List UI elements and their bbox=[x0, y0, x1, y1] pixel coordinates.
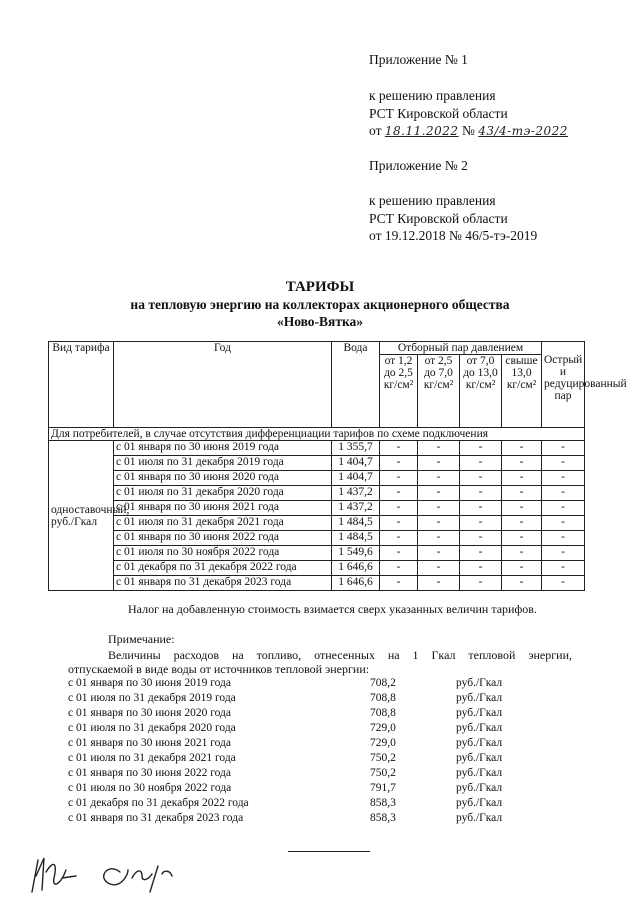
water-cell: 1 437,2 bbox=[332, 501, 380, 516]
steam1-cell: - bbox=[380, 546, 418, 561]
steam4-cell: - bbox=[502, 531, 542, 546]
steam1-cell: - bbox=[380, 561, 418, 576]
fuel-unit: руб./Гкал bbox=[456, 677, 503, 689]
fuel-unit: руб./Гкал bbox=[456, 707, 503, 719]
fuel-row bbox=[68, 737, 528, 751]
steam2-cell: - bbox=[418, 576, 460, 591]
period-cell: с 01 января по 30 июня 2020 года bbox=[114, 471, 332, 486]
fuel-unit: руб./Гкал bbox=[456, 812, 503, 824]
fuel-period: с 01 января по 30 июня 2021 года bbox=[68, 737, 231, 749]
steam1-cell: - bbox=[380, 441, 418, 456]
steam4-cell: - bbox=[502, 501, 542, 516]
col-water-header: Вода bbox=[332, 342, 380, 428]
fuel-value: 791,7 bbox=[370, 782, 396, 794]
water-cell: 1 646,6 bbox=[332, 561, 380, 576]
steam4-cell: - bbox=[502, 516, 542, 531]
steam2-cell: - bbox=[418, 441, 460, 456]
steam1-cell: - bbox=[380, 516, 418, 531]
sharp-steam-cell: - bbox=[542, 486, 585, 501]
steam3-cell: - bbox=[460, 441, 502, 456]
signature bbox=[24, 848, 204, 898]
table-row bbox=[49, 441, 585, 456]
steam2-cell: - bbox=[418, 561, 460, 576]
water-cell: 1 404,7 bbox=[332, 471, 380, 486]
steam3-cell: - bbox=[460, 516, 502, 531]
heading-line2: на тепловую энергию на коллекторах акционерного общества bbox=[130, 297, 510, 312]
handwritten-date: 18.11.2022 bbox=[384, 124, 459, 138]
fuel-value: 729,0 bbox=[370, 737, 396, 749]
steam-col-4: свыше 13,0 кг/см² bbox=[502, 355, 542, 428]
fuel-row bbox=[68, 752, 528, 766]
water-cell: 1 404,7 bbox=[332, 456, 380, 471]
sharp-steam-cell: - bbox=[542, 471, 585, 486]
fuel-value: 750,2 bbox=[370, 752, 396, 764]
col-steam-header: Отборный пар давлением bbox=[380, 342, 542, 355]
fuel-period: с 01 января по 30 июня 2020 года bbox=[68, 707, 231, 719]
col-year-header: Год bbox=[114, 342, 332, 428]
appendix2-line3: от 19.12.2018 № 46/5-тэ-2019 bbox=[369, 228, 538, 243]
fuel-value: 708,8 bbox=[370, 707, 396, 719]
period-cell: с 01 июля по 30 ноября 2022 года bbox=[114, 546, 332, 561]
section-row: Для потребителей, в случае отсутствия дифференциации тарифов по схеме подключения bbox=[49, 428, 585, 441]
fuel-value: 729,0 bbox=[370, 722, 396, 734]
steam1-cell: - bbox=[380, 471, 418, 486]
note-line2: отпускаемой в виде воды от источников тепловой энергии: bbox=[68, 662, 370, 676]
appendix2-line1: к решению правления bbox=[369, 193, 496, 208]
water-cell: 1 437,2 bbox=[332, 486, 380, 501]
period-cell: с 01 января по 30 июня 2022 года bbox=[114, 531, 332, 546]
steam4-cell: - bbox=[502, 576, 542, 591]
sharp-steam-cell: - bbox=[542, 501, 585, 516]
steam4-cell: - bbox=[502, 561, 542, 576]
col-type-header: Вид тарифа bbox=[49, 342, 114, 428]
steam2-cell: - bbox=[418, 486, 460, 501]
sharp-steam-cell: - bbox=[542, 576, 585, 591]
vat-note: Налог на добавленную стоимость взимается сверх указанных величин тарифов. bbox=[128, 602, 537, 616]
fuel-period: с 01 июля по 31 декабря 2019 года bbox=[68, 692, 236, 704]
fuel-period: с 01 декабря по 31 декабря 2022 года bbox=[68, 797, 249, 809]
fuel-row bbox=[68, 707, 528, 721]
steam3-cell: - bbox=[460, 456, 502, 471]
fuel-row bbox=[68, 782, 528, 796]
heading-line3: «Ново-Вятка» bbox=[276, 314, 364, 329]
note-title: Примечание: bbox=[108, 632, 175, 646]
steam4-cell: - bbox=[502, 546, 542, 561]
fuel-row bbox=[68, 692, 528, 706]
steam3-cell: - bbox=[460, 471, 502, 486]
steam2-cell: - bbox=[418, 516, 460, 531]
steam3-cell: - bbox=[460, 561, 502, 576]
handwritten-number: 43/4-тэ-2022 bbox=[478, 124, 568, 138]
steam4-cell: - bbox=[502, 456, 542, 471]
table-row bbox=[49, 531, 585, 546]
appendix1-date-line bbox=[369, 123, 568, 139]
steam1-cell: - bbox=[380, 501, 418, 516]
sharp-steam-cell: - bbox=[542, 516, 585, 531]
steam1-cell: - bbox=[380, 531, 418, 546]
fuel-unit: руб./Гкал bbox=[456, 797, 503, 809]
period-cell: с 01 января по 31 декабря 2023 года bbox=[114, 576, 332, 591]
sharp-steam-cell: - bbox=[542, 561, 585, 576]
table-row bbox=[49, 546, 585, 561]
period-cell: с 01 июля по 31 декабря 2019 года bbox=[114, 456, 332, 471]
fuel-row bbox=[68, 797, 528, 811]
page-title: ТАРИФЫ bbox=[285, 279, 355, 295]
sharp-steam-cell: - bbox=[542, 441, 585, 456]
steam3-cell: - bbox=[460, 531, 502, 546]
water-cell: 1 646,6 bbox=[332, 576, 380, 591]
fuel-unit: руб./Гкал bbox=[456, 692, 503, 704]
steam1-cell: - bbox=[380, 456, 418, 471]
fuel-value: 858,3 bbox=[370, 797, 396, 809]
fuel-value: 708,8 bbox=[370, 692, 396, 704]
water-cell: 1 484,5 bbox=[332, 531, 380, 546]
fuel-period: с 01 января по 30 июня 2019 года bbox=[68, 677, 231, 689]
steam-col-1: от 1,2 до 2,5 кг/см² bbox=[380, 355, 418, 428]
fuel-period: с 01 июля по 31 декабря 2020 года bbox=[68, 722, 236, 734]
fuel-period: с 01 июля по 30 ноября 2022 года bbox=[68, 782, 232, 794]
appendix1-line1: к решению правления bbox=[369, 88, 496, 103]
fuel-period: с 01 января по 30 июня 2022 года bbox=[68, 767, 231, 779]
sharp-steam-cell: - bbox=[542, 531, 585, 546]
appendix2-line2: РСТ Кировской области bbox=[369, 211, 508, 226]
steam2-cell: - bbox=[418, 471, 460, 486]
fuel-value: 708,2 bbox=[370, 677, 396, 689]
fuel-row bbox=[68, 677, 528, 691]
table-row bbox=[49, 576, 585, 591]
sharp-steam-cell: - bbox=[542, 456, 585, 471]
steam3-cell: - bbox=[460, 486, 502, 501]
steam2-cell: - bbox=[418, 531, 460, 546]
steam2-cell: - bbox=[418, 456, 460, 471]
steam-col-3: от 7,0 до 13,0 кг/см² bbox=[460, 355, 502, 428]
end-rule bbox=[288, 851, 370, 852]
fuel-value: 750,2 bbox=[370, 767, 396, 779]
period-cell: с 01 декабря по 31 декабря 2022 года bbox=[114, 561, 332, 576]
fuel-unit: руб./Гкал bbox=[456, 767, 503, 779]
fuel-unit: руб./Гкал bbox=[456, 737, 503, 749]
steam2-cell: - bbox=[418, 501, 460, 516]
steam4-cell: - bbox=[502, 471, 542, 486]
table-row bbox=[49, 456, 585, 471]
water-cell: 1 549,6 bbox=[332, 546, 380, 561]
appendix1-from: от bbox=[369, 123, 382, 138]
table-row bbox=[49, 516, 585, 531]
note-line1: Величины расходов на топливо, отнесенных на 1 Гкал тепловой энергии, bbox=[108, 648, 572, 662]
appendix1-num-label: № bbox=[461, 123, 475, 138]
fuel-row bbox=[68, 767, 528, 781]
steam3-cell: - bbox=[460, 501, 502, 516]
tariff-type-cell: одноставочный, руб./Гкал bbox=[49, 441, 114, 591]
fuel-row bbox=[68, 722, 528, 736]
table-row bbox=[49, 486, 585, 501]
fuel-period: с 01 января по 31 декабря 2023 года bbox=[68, 812, 244, 824]
fuel-period: с 01 июля по 31 декабря 2021 года bbox=[68, 752, 236, 764]
steam1-cell: - bbox=[380, 486, 418, 501]
period-cell: с 01 января по 30 июня 2019 года bbox=[114, 441, 332, 456]
fuel-unit: руб./Гкал bbox=[456, 752, 503, 764]
table-row bbox=[49, 471, 585, 486]
tariff-table bbox=[48, 341, 627, 591]
period-cell: с 01 июля по 31 декабря 2021 года bbox=[114, 516, 332, 531]
steam2-cell: - bbox=[418, 546, 460, 561]
appendix2-title: Приложение № 2 bbox=[369, 158, 468, 173]
table-row bbox=[49, 561, 585, 576]
fuel-unit: руб./Гкал bbox=[456, 782, 503, 794]
water-cell: 1 355,7 bbox=[332, 441, 380, 456]
fuel-value: 858,3 bbox=[370, 812, 396, 824]
fuel-unit: руб./Гкал bbox=[456, 722, 503, 734]
sharp-steam-cell: - bbox=[542, 546, 585, 561]
appendix1-line2: РСТ Кировской области bbox=[369, 106, 508, 121]
period-cell: с 01 января по 30 июня 2021 года bbox=[114, 501, 332, 516]
steam4-cell: - bbox=[502, 441, 542, 456]
steam4-cell: - bbox=[502, 486, 542, 501]
period-cell: с 01 июля по 31 декабря 2020 года bbox=[114, 486, 332, 501]
steam3-cell: - bbox=[460, 576, 502, 591]
appendix1-title: Приложение № 1 bbox=[369, 52, 468, 67]
steam3-cell: - bbox=[460, 546, 502, 561]
fuel-row bbox=[68, 812, 528, 826]
water-cell: 1 484,5 bbox=[332, 516, 380, 531]
steam-col-2: от 2,5 до 7,0 кг/см² bbox=[418, 355, 460, 428]
steam1-cell: - bbox=[380, 576, 418, 591]
col-sharp-steam-header: Острый и редуцированный пар bbox=[542, 342, 585, 428]
